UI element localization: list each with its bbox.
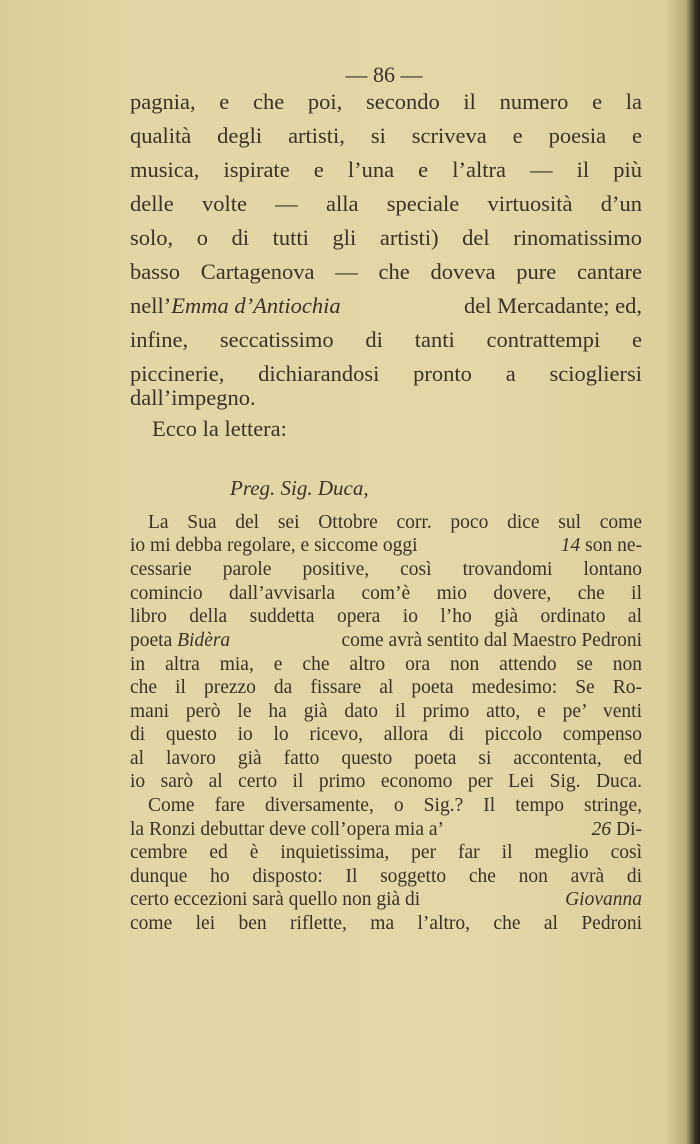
date-number: 26 xyxy=(591,819,612,840)
text-line: dall’impegno. xyxy=(130,385,256,410)
poet-name: Bidèra xyxy=(177,630,231,651)
text-line: basso Cartagenova — che doveva pure cantare xyxy=(130,259,642,284)
text-line xyxy=(130,819,642,841)
text-line xyxy=(130,889,642,911)
text-segment: son ne- xyxy=(585,535,642,556)
text-line: in altra mia, e che altro ora non attendo se non xyxy=(130,654,642,675)
text-line: pagnia, e che poi, secondo il numero e la xyxy=(130,89,642,114)
text-line: cessarie parole positive, così trovandomi lontano xyxy=(130,559,642,580)
text-line xyxy=(130,535,642,557)
text-segment: del Mercadante; ed, xyxy=(463,293,642,318)
text-line: infine, seccatissimo di tanti contrattempi e xyxy=(130,327,642,352)
salutation: Preg. Sig. Duca, xyxy=(230,476,369,500)
text-line: La Sua del sei Ottobre corr. poco dice sul come xyxy=(148,512,642,533)
text-line: libro della suddetta opera io l’ho già ordinato al xyxy=(130,606,642,627)
text-line: mani però le ha già dato il primo atto, e pe’ venti xyxy=(130,701,642,722)
page-number: — 86 — xyxy=(345,62,423,87)
text-line: comincio dall’avvisarla com’è mio dovere, che il xyxy=(130,583,642,604)
text-segment: io mi debba regolare, e siccome oggi xyxy=(130,535,418,556)
text-segment: la Ronzi debuttar deve coll’opera mia a’ xyxy=(130,819,445,840)
text-line: io sarò al certo il primo economo per Lei Sig. Duca. xyxy=(130,771,642,792)
intro-line: Ecco la lettera: xyxy=(152,416,287,441)
text-line: qualità degli artisti, si scriveva e poesia e xyxy=(130,123,642,148)
text-segment: come avrà sentito dal Maestro Pedroni xyxy=(341,630,642,651)
text-line: musica, ispirate e l’una e l’altra — il più xyxy=(130,157,642,182)
text-line: Come fare diversamente, o Sig.? Il tempo stringe, xyxy=(148,795,642,816)
text-line: piccinerie, dichiarandosi pronto a sciogliersi xyxy=(130,361,642,386)
text-line xyxy=(130,293,642,319)
opera-title: Emma d’Antiochia xyxy=(171,293,341,318)
text-line: solo, o di tutti gli artisti) del rinomatissimo xyxy=(130,225,642,250)
text-line xyxy=(130,630,642,652)
text-line: di questo io lo ricevo, allora di piccolo compenso xyxy=(130,724,642,745)
text-line: dunque ho disposto: Il soggetto che non avrà di xyxy=(130,866,642,887)
date-number: 14 xyxy=(560,535,581,556)
text-segment: nell’ xyxy=(130,293,172,318)
text-segment: poeta xyxy=(130,630,173,651)
text-segment: Di- xyxy=(616,819,642,840)
text-line: al lavoro già fatto questo poeta si accontenta, ed xyxy=(130,748,642,769)
text-segment: certo eccezioni sarà quello non già di xyxy=(130,889,421,910)
text-line: come lei ben riflette, ma l’altro, che al Pedroni xyxy=(130,913,642,934)
text-line: che il prezzo da fissare al poeta medesimo: Se Ro- xyxy=(130,677,642,698)
text-line: cembre ed è inquietissima, per far il meglio così xyxy=(130,842,642,863)
opera-title: Giovanna xyxy=(565,889,642,910)
text-line: delle volte — alla speciale virtuosità d’un xyxy=(130,191,642,216)
